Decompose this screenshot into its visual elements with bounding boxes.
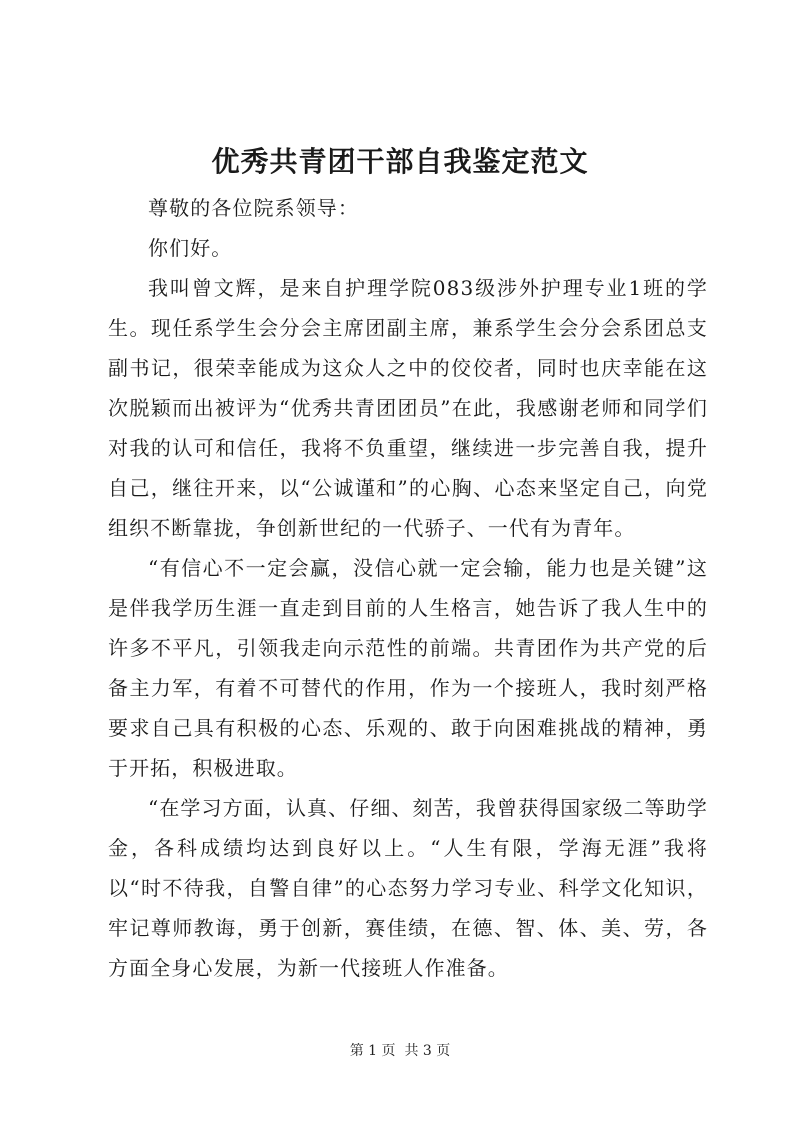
paragraph-motto: “有信心不一定会赢，没信心就一定会输，能力也是关键”这是伴我学历生涯一直走到目前的人生格言，她告诉了我人生中的许多不平凡，引领我走向示范性的前端。共青团作为共产党的后备主力军，有着不可替代的作用，作为一个接班人，我时刻严格要求自己具有积极的心态、乐观的、敢于向困难挑战的精神，勇于开拓，积极进取。 <box>108 556 708 780</box>
page-footer <box>0 1041 800 1061</box>
paragraph-introduction: 我叫曾文辉，是来自护理学院083级涉外护理专业1班的学生。现任系学生会分会主席团副主席，兼系学生会分会系团总支副书记，很荣幸能成为这众人之中的佼佼者，同时也庆幸能在这次脱颖而出被评为“优秀共青团团员”在此，我感谢老师和同学们对我的认可和信任，我将不负重望，继续进一步完善自我，提升自己，继往开来，以“公诚谨和”的心胸、心态来坚定自己，向党组织不断靠拢，争创新世纪的一代骄子、一代有为青年。 <box>108 276 708 540</box>
document-title: 优秀共青团干部自我鉴定范文 <box>211 145 589 178</box>
document-body <box>108 188 708 988</box>
page-number: 第 1 页 共 3 页 <box>349 1043 451 1059</box>
greeting: 你们好。 <box>148 236 233 260</box>
salutation: 尊敬的各位院系领导： <box>148 196 359 220</box>
paragraph-study: “在学习方面，认真、仔细、刻苦，我曾获得国家级二等助学金，各科成绩均达到良好以上。“人生有限，学海无涯”我将以“时不待我，自警自律”的心态努力学习专业、科学文化知识，牢记尊师教诲，勇于创新，赛佳绩，在德、智、体、美、劳，各方面全身心发展，为新一代接班人作准备。 <box>108 796 708 980</box>
